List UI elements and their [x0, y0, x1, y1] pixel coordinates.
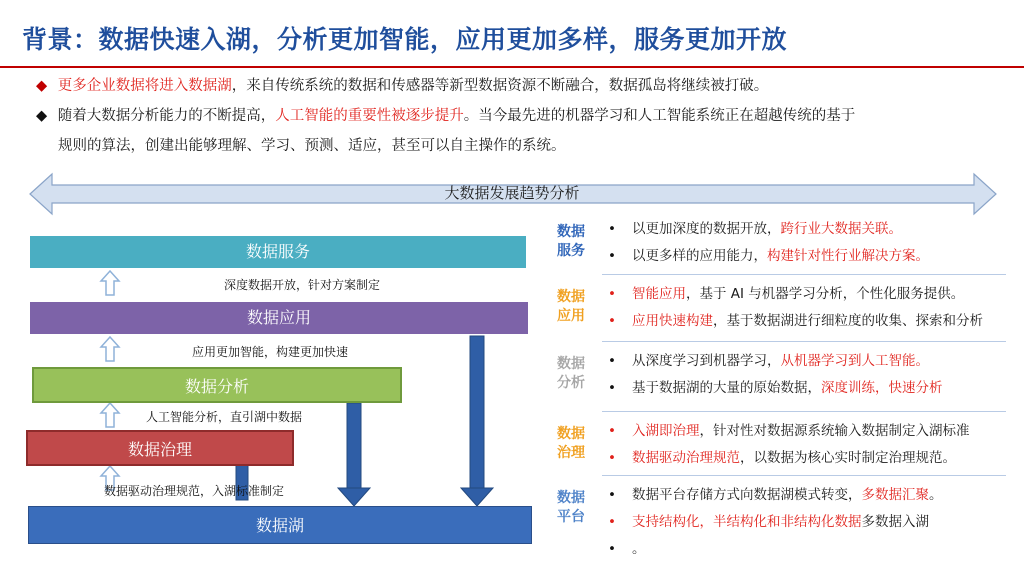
- highlight-text: 数据驱动治理规范: [632, 450, 740, 466]
- category-label: [548, 355, 594, 393]
- highlight-text: 构建针对性行业解决方案。: [767, 248, 929, 264]
- trend-item-text: [632, 353, 929, 369]
- body-text: 。: [632, 541, 646, 557]
- body-text: 。: [929, 487, 943, 503]
- category-label: [548, 288, 594, 326]
- label-service: 深度数据开放，针对方案制定: [224, 278, 381, 292]
- layer-data-lake: 数据湖: [28, 506, 532, 544]
- bullet-dot-icon: •: [608, 514, 616, 530]
- category-label-line: 数据: [557, 490, 585, 506]
- bullet-dot-icon: •: [608, 221, 616, 237]
- body-text: ，来自传统系统的数据和传感器等新型数据资源不断融合，数据孤岛将继续被打破。: [231, 78, 769, 94]
- trend-item: [608, 447, 956, 469]
- trend-item: [608, 511, 929, 533]
- body-text: ，基于 AI 与机器学习分析，个性化服务提供。: [686, 286, 965, 302]
- body-text: 规则的算法，创建出能够理解、学习、预测、适应，甚至可以自主操作的系统。: [58, 138, 566, 154]
- category-divider: [602, 341, 1006, 342]
- body-text: ，针对性对数据源系统输入数据制定入湖标准: [699, 423, 970, 439]
- layer-data-application: 数据应用: [30, 302, 528, 334]
- highlight-text: 深度训练，快速分析: [821, 380, 943, 396]
- trend-item: [608, 310, 983, 332]
- category-label-line: 分析: [557, 375, 585, 391]
- bullet-dot-icon: •: [608, 541, 616, 557]
- body-text: 基于数据湖的大量的原始数据，: [632, 380, 821, 396]
- layer-data-analysis: 数据分析: [32, 367, 402, 403]
- category-label: [548, 223, 594, 261]
- category-label-line: 数据: [557, 224, 585, 240]
- trend-item: [608, 420, 970, 442]
- highlight-text: 入湖即治理: [632, 423, 700, 439]
- trend-item-text: [632, 380, 943, 396]
- bullet-dot-icon: •: [608, 380, 616, 396]
- category-label-line: 数据: [557, 426, 585, 442]
- category-label: [548, 489, 594, 527]
- category-divider: [602, 274, 1006, 275]
- bullet-dot-icon: •: [608, 353, 616, 369]
- highlight-text: 智能应用: [632, 286, 686, 302]
- body-text: 多数据入湖: [861, 514, 929, 530]
- body-text: 数据平台存储方式向数据湖模式转变，: [632, 487, 862, 503]
- highlight-text: 人工智能的重要性被逐步提升: [275, 108, 464, 124]
- trend-item-text: [632, 450, 956, 466]
- bullet-dot-icon: •: [608, 487, 616, 503]
- bullet-dot-icon: •: [608, 248, 616, 264]
- layer-data-governance: 数据治理: [26, 430, 294, 466]
- bullet-dot-icon: •: [608, 423, 616, 439]
- label-analysis: 人工智能分析，直引湖中数据: [146, 410, 303, 424]
- page-title: 背景：数据快速入湖，分析更加智能，应用更加多样，服务更加开放: [22, 25, 788, 54]
- bullet-dot-icon: •: [608, 286, 616, 302]
- trend-item: [608, 218, 902, 240]
- trend-item-text: [632, 541, 646, 557]
- diamond-bullet-icon: ◆: [36, 78, 48, 94]
- label-application: 应用更加智能，构建更加快速: [192, 345, 349, 359]
- trend-item-text: [632, 487, 943, 503]
- trend-item: [608, 283, 964, 305]
- category-label: [548, 425, 594, 463]
- category-label-line: 数据: [557, 356, 585, 372]
- diamond-bullet-icon: ◆: [36, 108, 48, 124]
- category-label-line: 服务: [557, 243, 585, 259]
- trend-item: [608, 377, 943, 399]
- body-text: 随着大数据分析能力的不断提高，: [57, 108, 276, 124]
- trend-item-text: [632, 423, 970, 439]
- trend-item-text: [632, 221, 902, 237]
- bullet-dot-icon: •: [608, 450, 616, 466]
- bullet-dot-icon: •: [608, 313, 616, 329]
- category-divider: [602, 475, 1006, 476]
- highlight-text: 更多企业数据将进入数据湖: [57, 78, 232, 94]
- trend-item-text: [632, 514, 929, 530]
- body-text: 从深度学习到机器学习，: [632, 353, 781, 369]
- trend-item: [608, 350, 929, 372]
- category-label-line: 治理: [557, 445, 585, 461]
- body-text: 。当今最先进的机器学习和人工智能系统正在超越传统的基于: [463, 108, 856, 124]
- category-label-line: 数据: [557, 289, 585, 305]
- body-text: 以更多样的应用能力，: [632, 248, 767, 264]
- highlight-text: 支持结构化，半结构化和非结构化数据: [632, 514, 862, 530]
- category-label-line: 平台: [557, 509, 585, 525]
- body-text: ，基于数据湖进行细粒度的收集、探索和分析: [713, 313, 983, 329]
- trend-item-text: [632, 286, 964, 302]
- banner-label: 大数据发展趋势分析: [444, 184, 580, 202]
- highlight-text: 多数据汇聚: [861, 487, 929, 503]
- trend-item: [608, 538, 646, 560]
- label-governance: 数据驱动治理规范，入湖标准制定: [104, 484, 285, 498]
- body-text: 以更加深度的数据开放，: [632, 221, 781, 237]
- trend-item-text: [632, 248, 929, 264]
- trend-item: [608, 245, 929, 267]
- category-label-line: 应用: [557, 308, 585, 324]
- body-text: ，以数据为核心实时制定治理规范。: [740, 450, 956, 466]
- category-divider: [602, 411, 1006, 412]
- highlight-text: 跨行业大数据关联。: [780, 221, 902, 237]
- trend-item: [608, 484, 943, 506]
- highlight-text: 应用快速构建: [632, 313, 713, 329]
- trend-item-text: [632, 313, 983, 329]
- highlight-text: 从机器学习到人工智能。: [780, 353, 929, 369]
- layer-data-service: 数据服务: [30, 236, 526, 268]
